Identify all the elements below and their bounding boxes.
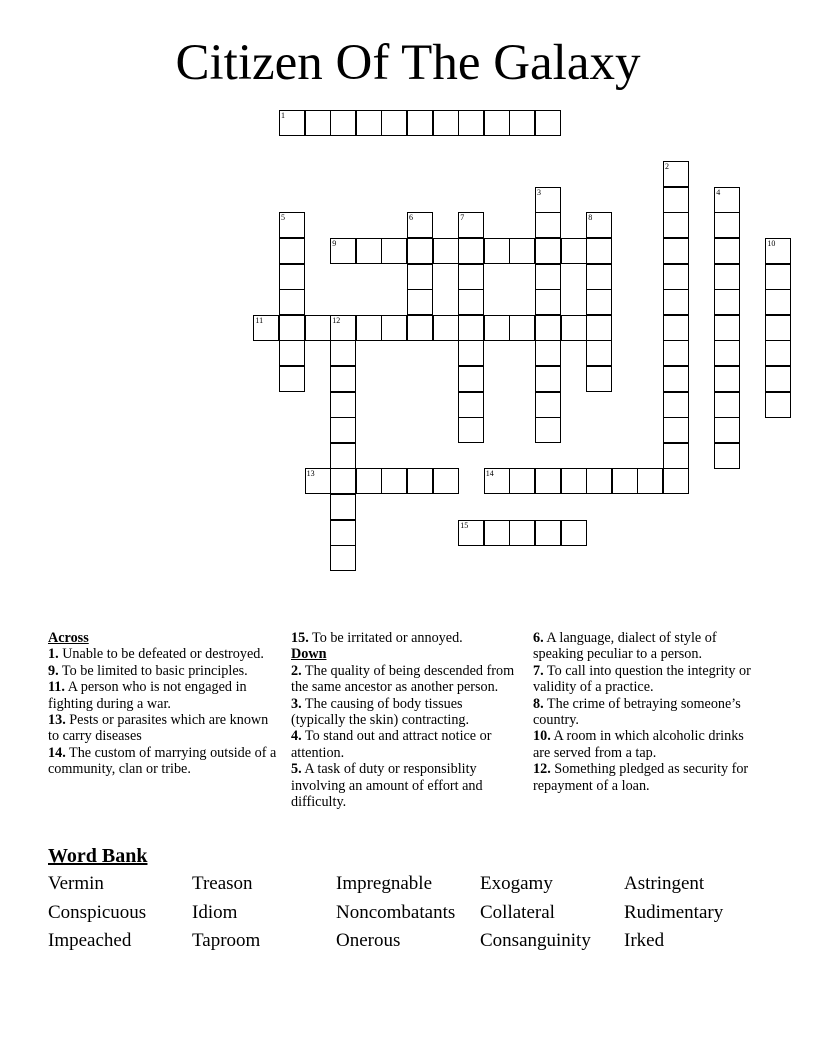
grid-cell[interactable] — [279, 264, 305, 290]
cell-number: 3 — [537, 187, 541, 197]
grid-cell[interactable] — [381, 238, 407, 264]
down-clue: 5. A task of duty or responsiblity involving an amount of effort and difficulty. — [291, 761, 483, 811]
word-bank-title: Word Bank — [48, 845, 148, 867]
cell-number: 15 — [460, 520, 469, 530]
grid-cell[interactable] — [330, 315, 356, 341]
grid-cell[interactable] — [637, 468, 663, 494]
clues-column-3 — [533, 630, 761, 794]
cell-number: 8 — [588, 213, 593, 223]
word-bank-word: Onerous — [336, 930, 401, 952]
word-bank-word: Vermin — [48, 873, 104, 894]
grid-cell[interactable] — [765, 289, 791, 315]
grid-cell[interactable] — [714, 340, 740, 366]
across-clue: 11. A person who is not engaged in fighting during a war. — [48, 679, 247, 712]
grid-cell[interactable] — [330, 545, 356, 571]
grid-cell[interactable] — [663, 212, 689, 238]
grid-cell[interactable] — [279, 212, 305, 238]
grid-cell[interactable] — [279, 110, 305, 136]
word-bank-word: Taproom — [192, 930, 261, 952]
grid-cell[interactable] — [330, 110, 356, 136]
grid-cell[interactable] — [535, 366, 561, 392]
grid-cell[interactable] — [535, 212, 561, 238]
grid-cell[interactable] — [663, 315, 689, 341]
grid-cell[interactable] — [407, 289, 433, 315]
cell-number: 2 — [665, 162, 669, 172]
grid-cell[interactable] — [484, 110, 510, 136]
grid-cell[interactable] — [509, 110, 535, 136]
page-title: Citizen Of The Galaxy — [175, 35, 641, 91]
down-header: Down — [291, 646, 327, 663]
grid-cell[interactable] — [714, 238, 740, 264]
grid-cell[interactable] — [561, 238, 587, 264]
grid-cell[interactable] — [458, 315, 484, 341]
grid-cell[interactable] — [714, 366, 740, 392]
grid-cell[interactable] — [305, 110, 331, 136]
grid-cell[interactable] — [356, 315, 382, 341]
grid-cell[interactable] — [458, 110, 484, 136]
grid-cell[interactable] — [356, 238, 382, 264]
grid-cell[interactable] — [765, 238, 791, 264]
grid-cell[interactable] — [279, 315, 305, 341]
word-bank-word: Treason — [192, 873, 253, 894]
grid-cell[interactable] — [586, 264, 612, 290]
grid-cell[interactable] — [535, 520, 561, 546]
grid-cell[interactable] — [663, 187, 689, 213]
down-clue: 7. To call into question the integrity or validity of a practice. — [533, 662, 751, 696]
grid-cell[interactable] — [279, 366, 305, 392]
grid-cell[interactable] — [714, 443, 740, 469]
grid-cell[interactable] — [458, 264, 484, 290]
grid-cell[interactable] — [535, 392, 561, 418]
grid-cell[interactable] — [305, 315, 331, 341]
grid-cell[interactable] — [279, 289, 305, 315]
grid-cell[interactable] — [484, 315, 510, 341]
grid-cell[interactable] — [330, 468, 356, 494]
grid-cell[interactable] — [535, 315, 561, 341]
grid-cell[interactable] — [765, 264, 791, 290]
grid-cell[interactable] — [330, 494, 356, 520]
grid-cell[interactable] — [535, 238, 561, 264]
grid-cell[interactable] — [407, 468, 433, 494]
grid-cell[interactable] — [484, 520, 510, 546]
word-bank-word: Impregnable — [336, 873, 433, 894]
grid-cell[interactable] — [305, 468, 331, 494]
grid-cell[interactable] — [484, 468, 510, 494]
down-clue: 2. The quality of being descended from the same ancestor as another person. — [291, 662, 515, 696]
across-clue: 1. Unable to be defeated or destroyed. — [48, 646, 264, 663]
grid-cell[interactable] — [663, 289, 689, 315]
across-clue: 9. To be limited to basic principles. — [48, 662, 248, 679]
cell-number: 14 — [485, 469, 494, 479]
grid-cell[interactable] — [663, 161, 689, 187]
word-bank-word: Conspicuous — [48, 901, 147, 923]
grid-cell[interactable] — [714, 264, 740, 290]
grid-cell[interactable] — [561, 315, 587, 341]
grid-cell[interactable] — [586, 315, 612, 341]
grid-cell[interactable] — [330, 392, 356, 418]
word-bank-word: Astringent — [624, 873, 705, 894]
cell-number: 1 — [281, 111, 285, 120]
grid-cell[interactable] — [509, 238, 535, 264]
grid-cell[interactable] — [330, 340, 356, 366]
down-clue: 10. A room in which alcoholic drinks are served from a tap. — [533, 728, 744, 761]
across-clue: 13. Pests or parasites which are known to carry diseases — [48, 712, 269, 745]
grid-cell[interactable] — [535, 468, 561, 494]
grid-cell[interactable] — [458, 340, 484, 366]
grid-cell[interactable] — [253, 315, 279, 341]
grid-cell[interactable] — [458, 289, 484, 315]
grid-cell[interactable] — [561, 468, 587, 494]
grid-cell[interactable] — [330, 443, 356, 469]
cell-number: 6 — [409, 213, 413, 223]
grid-cell[interactable] — [381, 468, 407, 494]
grid-cell[interactable] — [586, 366, 612, 392]
grid-cell[interactable] — [381, 315, 407, 341]
grid-cell[interactable] — [663, 366, 689, 392]
grid-cell[interactable] — [765, 340, 791, 366]
cell-number: 4 — [716, 187, 721, 197]
grid-cell[interactable] — [356, 468, 382, 494]
grid-cell[interactable] — [535, 340, 561, 366]
across-header: Across — [48, 630, 89, 646]
grid-cell[interactable] — [330, 417, 356, 443]
grid-cell[interactable] — [356, 110, 382, 136]
cell-number: 9 — [332, 239, 337, 248]
grid-cell[interactable] — [458, 366, 484, 392]
grid-cell[interactable] — [458, 212, 484, 238]
word-bank-word: Noncombatants — [336, 901, 456, 923]
grid-cell[interactable] — [458, 392, 484, 418]
grid-cell[interactable] — [458, 238, 484, 264]
grid-cell[interactable] — [279, 340, 305, 366]
grid-cell[interactable] — [535, 417, 561, 443]
grid-cell[interactable] — [509, 520, 535, 546]
grid-cell[interactable] — [765, 392, 791, 418]
grid-cell[interactable] — [586, 340, 612, 366]
across-clue: 15. To be irritated or annoyed. — [291, 630, 463, 646]
grid-cell[interactable] — [586, 238, 612, 264]
grid-cell[interactable] — [433, 315, 459, 341]
grid-cell[interactable] — [330, 520, 356, 546]
grid-cell[interactable] — [407, 264, 433, 290]
grid-cell[interactable] — [509, 468, 535, 494]
grid-cell[interactable] — [714, 289, 740, 315]
grid-cell[interactable] — [714, 417, 740, 443]
cell-number: 7 — [460, 213, 465, 223]
grid-cell[interactable] — [714, 187, 740, 213]
grid-cell[interactable] — [663, 443, 689, 469]
word-bank-word: Exogamy — [480, 873, 553, 894]
grid-cell[interactable] — [586, 212, 612, 238]
grid-cell[interactable] — [381, 110, 407, 136]
grid-cell[interactable] — [663, 417, 689, 443]
grid-cell[interactable] — [765, 315, 791, 341]
cell-number: 5 — [281, 213, 285, 223]
down-clue: 8. The crime of betraying someone’s country. — [533, 695, 741, 729]
grid-cell[interactable] — [586, 289, 612, 315]
grid-cell[interactable] — [484, 238, 510, 264]
grid-cell[interactable] — [458, 417, 484, 443]
word-bank-word: Rudimentary — [624, 901, 724, 923]
grid-cell[interactable] — [407, 212, 433, 238]
grid-cell[interactable] — [561, 520, 587, 546]
down-clue: 12. Something pledged as security for repayment of a loan. — [533, 761, 749, 794]
grid-cell[interactable] — [535, 264, 561, 290]
grid-cell[interactable] — [433, 468, 459, 494]
clues-column-2 — [291, 630, 519, 810]
word-bank-word: Idiom — [192, 901, 238, 923]
down-clue: 6. A language, dialect of style of speaking peculiar to a person. — [533, 630, 717, 663]
word-bank-word: Consanguinity — [480, 930, 591, 952]
cell-number: 13 — [306, 469, 315, 479]
grid-cell[interactable] — [407, 238, 433, 264]
across-clue: 14. The custom of marrying outside of a community, clan or tribe. — [48, 744, 277, 778]
grid-cell[interactable] — [714, 315, 740, 341]
grid-cell[interactable] — [663, 264, 689, 290]
grid-cell[interactable] — [612, 468, 638, 494]
grid-cell[interactable] — [458, 520, 484, 546]
grid-cell[interactable] — [330, 366, 356, 392]
down-clue: 3. The causing of body tissues (typically the skin) contracting. — [291, 695, 470, 729]
grid-cell[interactable] — [407, 110, 433, 136]
grid-cell[interactable] — [714, 212, 740, 238]
grid-cell[interactable] — [407, 315, 433, 341]
grid-cell[interactable] — [663, 238, 689, 264]
grid-cell[interactable] — [433, 110, 459, 136]
grid-cell[interactable] — [509, 315, 535, 341]
word-bank-word: Collateral — [480, 901, 555, 923]
grid-cell[interactable] — [714, 392, 740, 418]
word-bank-word: Impeached — [48, 930, 132, 952]
clues-column-1 — [48, 630, 278, 778]
grid-cell[interactable] — [535, 289, 561, 315]
down-clue: 4. To stand out and attract notice or attention. — [291, 728, 492, 761]
grid-cell[interactable] — [535, 110, 561, 136]
grid-cell[interactable] — [765, 366, 791, 392]
word-bank-word: Irked — [624, 930, 665, 952]
grid-cell[interactable] — [279, 238, 305, 264]
grid-cell[interactable] — [535, 187, 561, 213]
grid-cell[interactable] — [433, 238, 459, 264]
grid-cell[interactable] — [330, 238, 356, 264]
cell-number: 10 — [767, 239, 776, 248]
grid-cell[interactable] — [663, 468, 689, 494]
cell-number: 12 — [332, 315, 341, 325]
grid-cell[interactable] — [586, 468, 612, 494]
grid-cell[interactable] — [663, 340, 689, 366]
grid-cell[interactable] — [663, 392, 689, 418]
cell-number: 11 — [255, 315, 264, 325]
